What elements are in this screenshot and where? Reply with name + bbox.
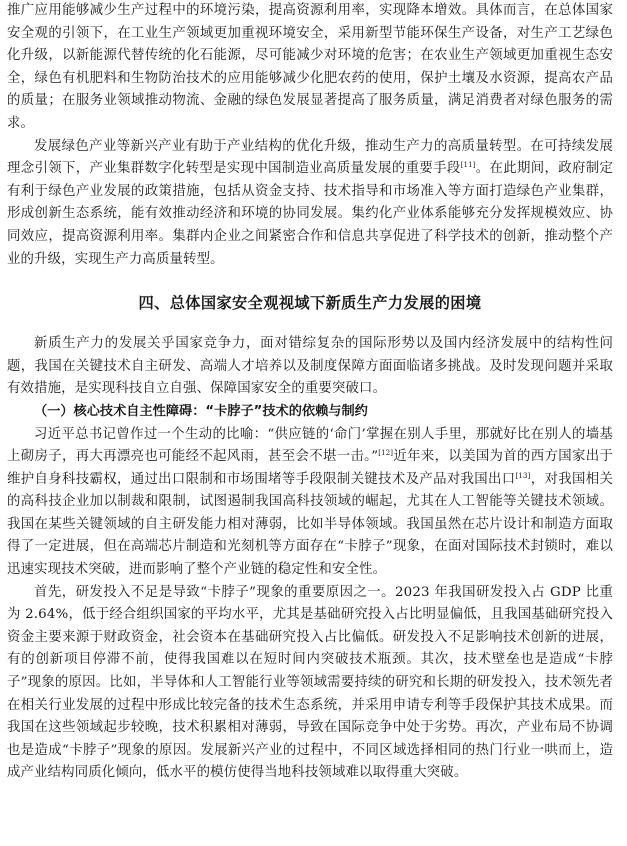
paragraph-text: 。在此期间，政府制定有利于绿色产业发展的政策措施，包括从资金支持、技术指导和市场准入等方面打造绿色产业集群，形成创新生态系统，能有效推动经济和环境的协同发展。集约化产业体系能够充分发挥规模效应、协同效应，提高资源利用率。集群内企业之间紧密合作和信息共享促进了科学技术的创新，推动整个产业的升级，实现生产力高质量转型。 — [7, 161, 614, 267]
paragraph-text: 近年来，以美国为首的西方国家出于维护自身科技霸权，通过出口限制和市场围堵等手段限制关键技术及产品对我国出口 — [7, 449, 614, 487]
paragraph-chokepoint-technology — [7, 424, 613, 582]
citation-marker: [12] — [378, 449, 394, 458]
paragraph-text: 习近平总书记曾作过一个生动的比喻：“供应链的‘命门’掌握在别人手里，那就好比在别人的墙基上砌房子，再大再漂亮也可能经不起风雨，甚至会不堪一击。” — [7, 426, 613, 465]
paragraph-green-industry-application: 推广应用能够减少生产过程中的环境污染，提高资源利用率，实现降本增效。具体而言，在总体国家安全观的引领下，在工业生产领域更加重视环境安全，采用新型节能环保生产设备，对生产工艺绿色化升级，以新能源代替传统的化石能源，尽可能减少对环境的危害；在农业生产领域更加重视生态安全，绿色有机肥料和生物防治技术的应用能够减少化肥农药的使用，保护土壤及水资源，提高农产品的质量；在服务业领域推动物流、金融的绿色发展显著提高了服务质量，满足消费者对绿色服务的需求。 — [7, 3, 613, 131]
citation-marker: [13] — [515, 471, 531, 480]
paragraph-chokepoint-causes: 首先，研发投入不足是导致“卡脖子”现象的重要原因之一。2023 年我国研发投入占 GDP 比重为 2.64%，低于经合组织国家的平均水平，尤其是基础研究投入占比明显偏低，且我国基础研究投入资金主要来源于财政资金，社会资本在基础研究投入占比偏低。研发投入不足影响技术创新的进展，有的创新项目停滞不前，使得我国难以在短时间内突破技术瓶颈。其次，技术壁垒也是造成“卡脖子”现象的原因。比如，半导体和人工智能行业等领域需要持续的研究和长期的研发投入，技术领先者在相关行业发展的过程中形成比较完备的技术生态系统，并采用申请专利等手段保护其技术成果。而我国在这些领域起步较晚，技术积累相对薄弱，导致在国际竞争中处于劣势。再次，产业布局不协调也是造成“卡脖子”现象的原因。发展新兴产业的过程中，不同区域选择相同的热门行业一哄而上，造成产业结构同质化倾向，低水平的模仿使得当地科技领域难以取得重大突破。 — [7, 584, 613, 781]
paragraph-text: 发展绿色产业等新兴产业有助于产业结构的优化升级，推动生产力的高质量转型。在可持续发展理念引领下，产业集群数字化转型是实现中国制造业高质量发展的重要手段 — [7, 138, 613, 177]
section-heading: 四、总体国家安全观视域下新质生产力发展的困境 — [138, 294, 482, 313]
subsection-heading: （一）核心技术自主性障碍：“卡脖子”技术的依赖与制约 — [34, 403, 368, 419]
paragraph-industrial-structure-upgrade — [7, 136, 613, 272]
citation-marker: [11] — [460, 161, 476, 170]
paragraph-text: ，对我国相关的高科技企业加以制裁和限制，试图遏制我国高科技领域的崛起，尤其在人工智能等关键技术领域。我国在某些关键领域的自主研发能力相对薄弱，比如半导体领域。我国虽然在芯片设计和制造方面取得了一定进展，但在高端芯片制造和光刻机等方面存在“卡脖子”现象，在面对国际技术封锁时，难以迅速实现技术突破，进而影响了整个产业链的稳定性和安全性。 — [7, 471, 613, 578]
paragraph-challenges-intro: 新质生产力的发展关乎国家竞争力，面对错综复杂的国际形势以及国内经济发展中的结构性问题，我国在关键技术自主研发、高端人才培养以及制度保障方面面临诸多挑战。及时发现问题并采取有效措施，是实现科技自立自强、保障国家安全的重要突破口。 — [7, 336, 613, 397]
